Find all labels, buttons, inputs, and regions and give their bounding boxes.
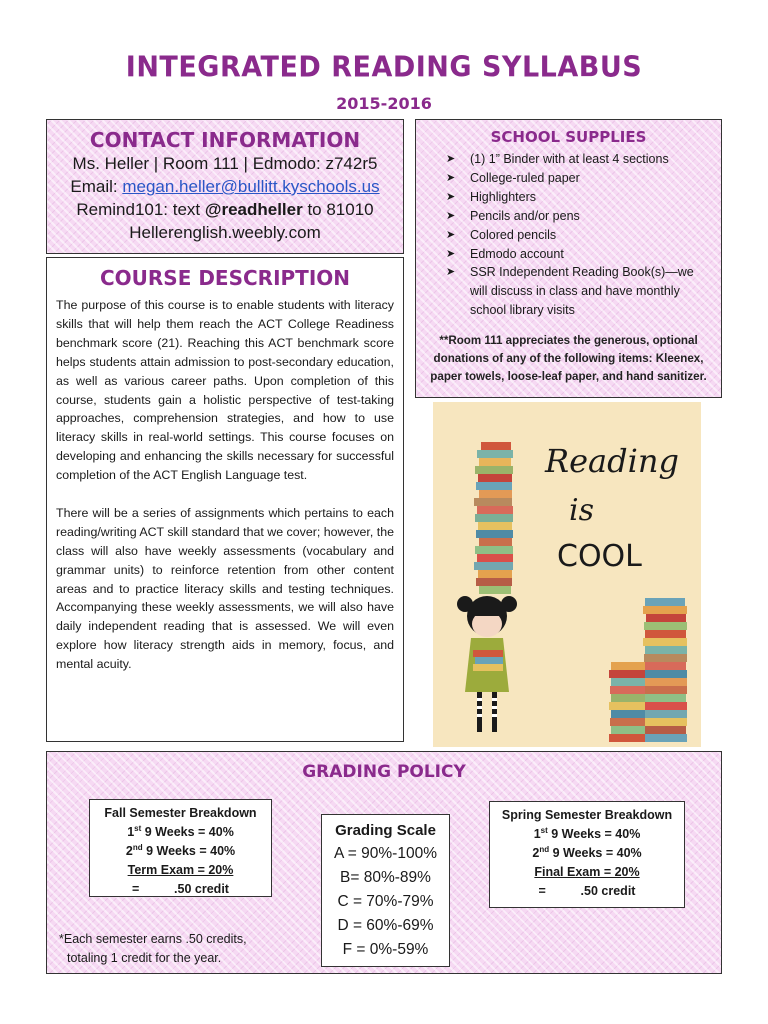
tall-book-stack <box>474 442 513 594</box>
fall-term-exam: Term Exam = 20% <box>127 863 234 877</box>
arrow-bullet-icon: ➤ <box>446 171 456 184</box>
scale-row-f: F = 0%-59% <box>342 941 429 958</box>
list-item <box>446 188 711 207</box>
scale-row-d: D = 60%-69% <box>337 917 434 934</box>
teacher-info-line: Ms. Heller | Room 111 | Edmodo: z742r5 <box>72 154 378 173</box>
list-item <box>446 207 711 226</box>
supplies-list <box>416 150 721 320</box>
supply-label: SSR Independent Reading Book(s)—we will discuss in class and have monthly school library visits <box>470 265 694 318</box>
list-item <box>446 245 711 264</box>
course-description-panel <box>46 257 404 742</box>
fall-second-nine-weeks: 2nd 9 Weeks = 40% <box>125 842 236 858</box>
remind-suffix: to 81010 <box>302 200 374 219</box>
course-paragraph-1: The purpose of this course is to enable students with literacy skills that will help them reach the ACT College Readiness benchmark score (21). Reaching this ACT benchmark score helps students attain admission to post-secondary education, as well as various career paths. Upon completion of this course, students gain a holistic perspective of test-taking approaches, comprehension strategies, and how to use literacy skills in real-world settings. This course focuses on developing and enhancing the skills necessary for successful completion of the ACT English Language test. <box>56 298 394 483</box>
right-book-stacks <box>609 598 687 742</box>
scale-row-b: B= 80%-89% <box>340 869 431 886</box>
email-label: Email: <box>70 177 123 196</box>
supply-label: Edmodo account <box>470 246 564 261</box>
email-line <box>47 175 403 198</box>
list-item <box>446 150 711 169</box>
supply-label: Colored pencils <box>470 227 557 242</box>
illustration-word-is: is <box>569 493 594 528</box>
remind-handle: @readheller <box>204 200 303 219</box>
contact-heading: CONTACT INFORMATION <box>89 128 361 152</box>
arrow-bullet-icon: ➤ <box>446 190 456 203</box>
scale-row-a: A = 90%-100% <box>334 845 437 862</box>
grading-policy-panel <box>46 751 722 974</box>
fall-semester-breakdown <box>89 799 272 897</box>
school-year: 2015-2016 <box>336 94 432 113</box>
spring-final-exam: Final Exam = 20% <box>534 865 640 879</box>
reading-is-cool-illustration <box>433 402 701 747</box>
arrow-bullet-icon: ➤ <box>446 266 456 279</box>
supply-label: Highlighters <box>470 189 537 204</box>
spring-title: Spring Semester Breakdown <box>501 808 673 822</box>
website-line: Hellerenglish.weebly.com <box>129 223 321 242</box>
footnote-line-1: *Each semester earns .50 credits, <box>59 932 247 946</box>
arrow-bullet-icon: ➤ <box>446 153 456 165</box>
supplies-heading: SCHOOL SUPPLIES <box>490 128 647 146</box>
spring-semester-breakdown <box>489 801 685 908</box>
spring-credit: = .50 credit <box>538 884 636 898</box>
grading-scale-title: Grading Scale <box>335 822 436 839</box>
page-title: INTEGRATED READING SYLLABUS <box>125 51 643 84</box>
supply-label: Pencils and/or pens <box>470 208 580 223</box>
remind-prefix: Remind101: text <box>76 200 205 219</box>
fall-credit: = .50 credit <box>132 882 229 896</box>
arrow-bullet-icon: ➤ <box>446 228 456 241</box>
illustration-word-cool: COOL <box>557 539 642 574</box>
scale-row-c: C = 70%-79% <box>337 893 434 910</box>
illustration-word-reading: Reading <box>545 442 679 480</box>
grading-heading: GRADING POLICY <box>302 762 466 782</box>
credit-footnote <box>59 930 247 968</box>
list-item <box>446 169 711 188</box>
arrow-bullet-icon: ➤ <box>446 247 456 260</box>
supply-label: (1) 1” Binder with at least 4 sections <box>470 152 669 166</box>
course-heading: COURSE DESCRIPTION <box>99 266 351 290</box>
school-supplies-panel <box>415 119 722 398</box>
arrow-bullet-icon: ➤ <box>446 209 456 222</box>
grading-scale-box <box>321 814 450 967</box>
donations-note: **Room 111 appreciates the generous, optional donations of any of the following items: Kleenex, paper towels, loose-leaf paper, and hand sanitizer. <box>430 334 707 383</box>
spring-second-nine-weeks: 2nd 9 Weeks = 40% <box>532 844 642 860</box>
fall-first-nine-weeks: 1st 9 Weeks = 40% <box>127 823 234 839</box>
list-item <box>446 263 711 320</box>
fall-title: Fall Semester Breakdown <box>104 806 257 820</box>
spring-first-nine-weeks: 1st 9 Weeks = 40% <box>533 825 641 841</box>
girl-figure <box>457 596 517 732</box>
footnote-line-2: totaling 1 credit for the year. <box>67 951 222 965</box>
email-link[interactable]: megan.heller@bullitt.kyschools.us <box>122 177 380 196</box>
list-item <box>446 226 711 245</box>
supply-label: College-ruled paper <box>470 170 580 185</box>
remind-line <box>47 198 403 221</box>
course-paragraph-2: There will be a series of assignments which pertains to each reading/writing ACT skill standard that we cover; however, the class will also have weekly assessments (vocabulary and grammar units) to reinforce retention from other content areas and to practice literacy skills and testing techniques. Accompanying these weekly assessments, we will also have daily independent reading that is assessed. We will even explore how literacy strength aids in memory, focus, and mental acuity. <box>56 505 394 672</box>
contact-information-panel <box>46 119 404 254</box>
illustration-art <box>433 402 701 747</box>
